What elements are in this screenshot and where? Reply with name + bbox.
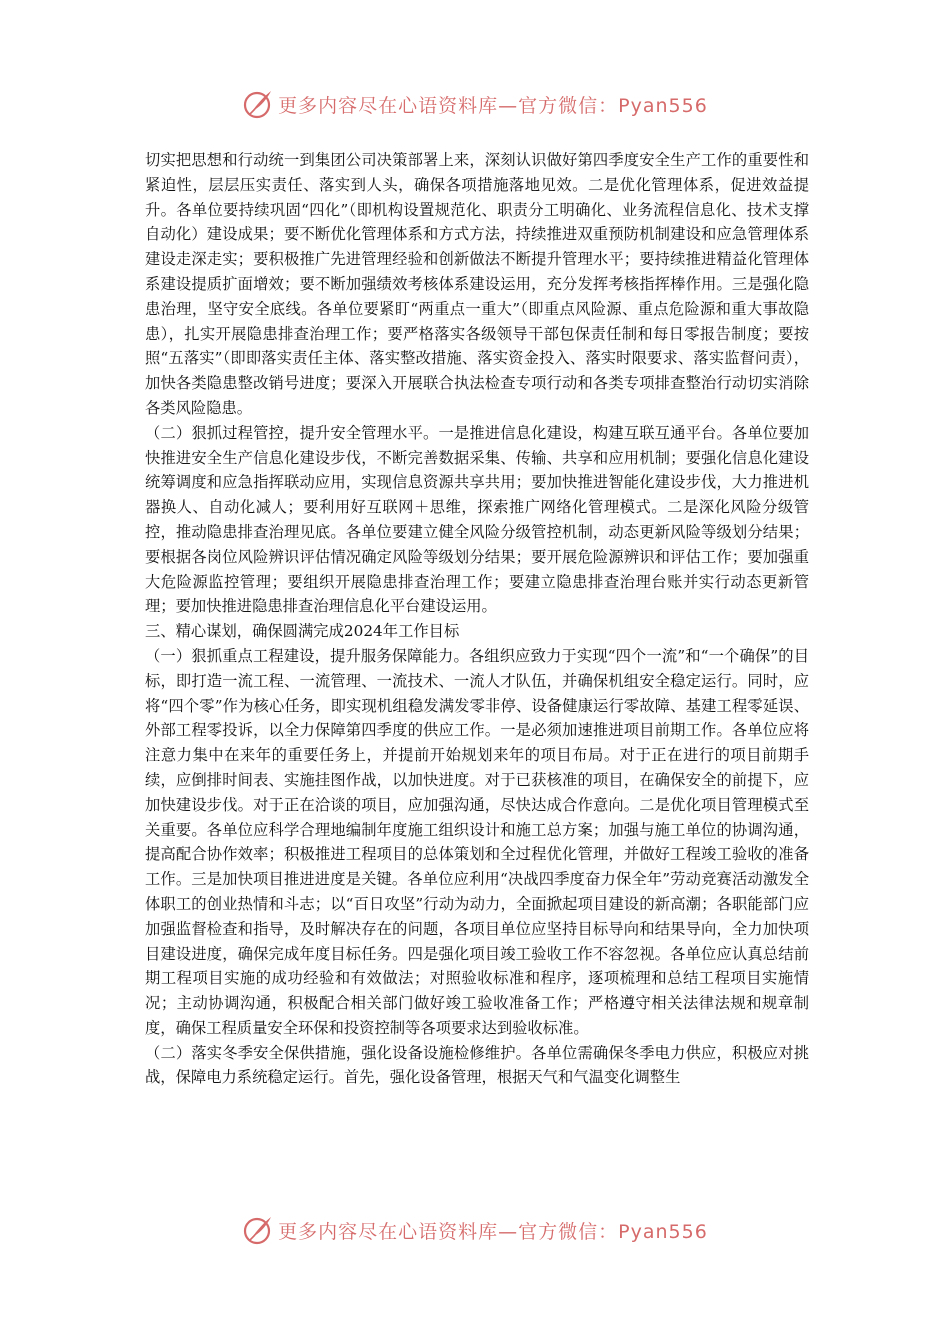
section-heading: 三、精心谋划，确保圆满完成2024年工作目标 bbox=[145, 622, 460, 641]
header-banner bbox=[0, 84, 950, 124]
body-paragraph-1: 切实把思想和行动统一到集团公司决策部署上来，深刻认识做好第四季度安全生产工作的重要性和紧迫性，层层压实责任、落实到人头，确保各项措施落地见效。二是优化管理体系，促进效益提升。各单位要持续巩固“四化”（即机构设置规范化、职责分工明确化、业务流程信息化、技术支撑自动化）建设成果；要不断优化管理体系和方式方法，持续推进双重预防机制建设和应急管理体系建设走深走实；要积极推广先进管理经验和创新做法不断提升管理水平；要持续推进精益化管理体系建设提质扩面增效；要不断加强绩效考核体系建设运用，充分发挥考核指挥棒作用。三是强化隐患治理，坚守安全底线。各单位要紧盯“两重点一重大”（即重点风险源、重点危险源和重大事故隐患），扎实开展隐患排查治理工作；要严格落实各级领导干部包保责任制和每日零报告制度；要按照“五落实”（即即落实责任主体、落实整改措施、落实资金投入、落实时限要求、落实监督问责），加快各类隐患整改销号进度；要深入开展联合执法检查专项行动和各类专项排查整治行动切实消除各类风险隐患。 bbox=[145, 151, 809, 417]
quill-logo-icon bbox=[242, 88, 274, 120]
body-paragraph-2: （二）狠抓过程管控，提升安全管理水平。一是推进信息化建设，构建互联互通平台。各单位要加快推进安全生产信息化建设步伐，不断完善数据采集、传输、共享和应用机制；要强化信息化建设统筹调度和应急指挥联动应用，实现信息资源共享共用；要加快推进智能化建设步伐，大力推进机器换人、自动化减人；要利用好互联网＋思维，探索推广网络化管理模式。二是深化风险分级管控，推动隐患排查治理见底。各单位要建立健全风险分级管控机制，动态更新风险等级划分结果；要根据各岗位风险辨识评估情况确定风险等级划分结果；要开展危险源辨识和评估工作；要加强重大危险源监控管理；要组织开展隐患排查治理工作；要建立隐患排查治理台账并实行动态更新管理；要加快推进隐患排查治理信息化平台建设运用。 bbox=[145, 423, 809, 616]
body-paragraph-4: （二）落实冬季安全保供措施，强化设备设施检修维护。各单位需确保冬季电力供应，积极应对挑战，保障电力系统稳定运行。首先，强化设备管理，根据天气和气温变化调整生 bbox=[145, 1043, 809, 1087]
document-body bbox=[145, 148, 809, 1090]
header-banner-text: 更多内容尽在心语资料库—官方微信：Pyan556 bbox=[278, 94, 708, 117]
footer-banner bbox=[0, 1210, 950, 1250]
quill-logo-icon bbox=[242, 1214, 274, 1246]
body-paragraph-3: （一）狠抓重点工程建设，提升服务保障能力。各组织应致力于实现“四个一流”和“一个确保”的目标，即打造一流工程、一流管理、一流技术、一流人才队伍，并确保机组安全稳定运行。同时，应将“四个零”作为核心任务，即实现机组稳发满发零非停、设备健康运行零故障、基建工程零延误、外部工程零投诉，以全力保障第四季度的供应工作。一是必须加速推进项目前期工作。各单位应将注意力集中在来年的重要任务上，并提前开始规划来年的项目布局。对于正在进行的项目前期手续，应倒排时间表、实施挂图作战，以加快进度。对于已获核准的项目，在确保安全的前提下，应加快建设步伐。对于正在洽谈的项目，应加强沟通，尽快达成合作意向。二是优化项目管理模式至关重要。各单位应科学合理地编制年度施工组织设计和施工总方案；加强与施工单位的协调沟通，提高配合协作效率；积极推进工程项目的总体策划和全过程优化管理，并做好工程竣工验收的准备工作。三是加快项目推进进度是关键。各单位应利用“决战四季度奋力保全年”劳动竞赛活动激发全体职工的创业热情和斗志；以“百日攻坚”行动为动力，全面掀起项目建设的新高潮；各职能部门应加强监督检查和指导，及时解决存在的问题，各项目单位应坚持目标导向和结果导向，全力加快项目建设进度，确保完成年度目标任务。四是强化项目竣工验收工作不容忽视。各单位应认真总结前期工程项目实施的成功经验和有效做法；对照验收标准和程序，逐项梳理和总结工程项目实施情况；主动协调沟通，积极配合相关部门做好竣工验收准备工作；严格遵守相关法律法规和规章制度，确保工程质量安全环保和投资控制等各项要求达到验收标准。 bbox=[145, 646, 809, 1037]
footer-banner-text: 更多内容尽在心语资料库—官方微信：Pyan556 bbox=[278, 1220, 708, 1243]
